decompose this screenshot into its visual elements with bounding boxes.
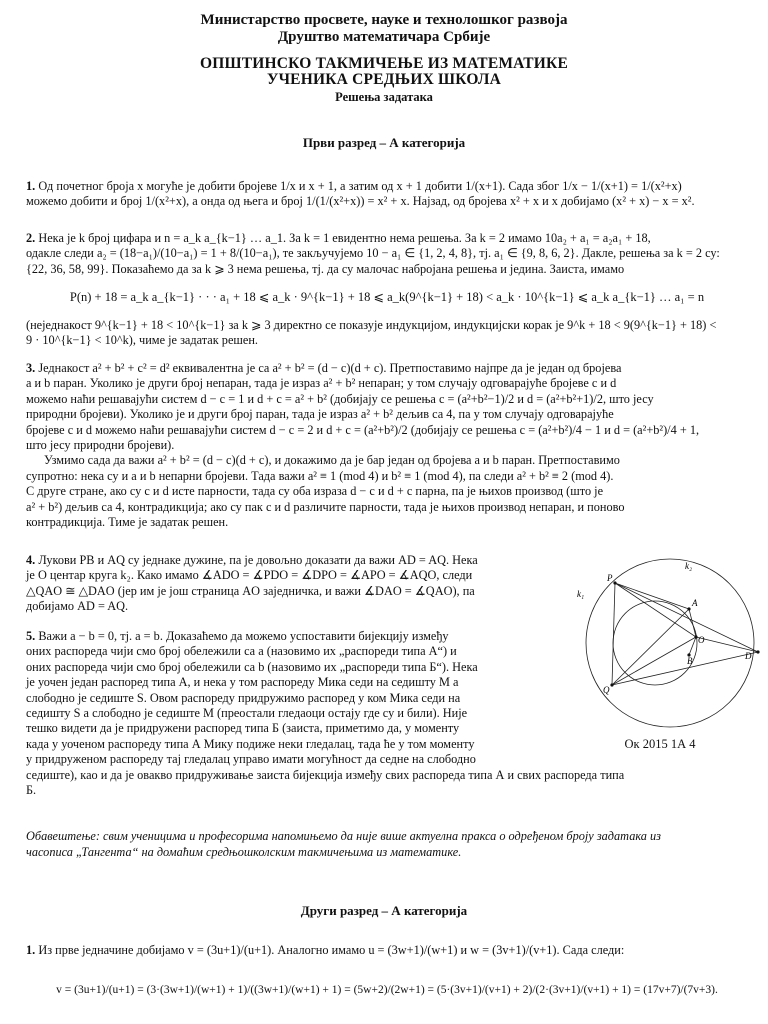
second-grade-formula: v = (3u+1)/(u+1) = (3·(3w+1)/(w+1) + 1)/((3w+1)/(w+1) + 1) = (5w+2)/(2w+1) = (5·(3v+1)/(v+1) + 2)/(2·(3v+1)/(v+1) + 1) = (17v+7)/(7v+3). [56,984,718,996]
text-line: слободно је седиште S. Овом распореду придружимо распоред у ком Мика седи на [26,690,461,705]
label-k1: k₁ [577,589,585,599]
segment-qa [612,609,689,685]
problem-5-continuation [26,768,748,799]
notice-line: часописа „Тангента“ на домаћим средњошколским такмичењима из математике. [26,845,462,859]
problem-2-continuation [26,318,748,349]
text-line: △QAO ≅ △DAO (јер им је још страница AO заједничка, и важи ∡DAO = ∡QAO), па [26,583,475,598]
problem-number: 2. [26,231,36,245]
text-line: Б. [26,783,37,798]
text-line: Нека је k број цифара и n = a_k a_{k−1} … a_1. За k = 1 евидентно нема решења. За k = 2 имамо 10a₂ + a₁ = a₂a₁ + 18, [38,231,651,245]
text-line: a² + b²) дељив са 4, контрадикција; ако су пак c и d различите парности, тада је њихов производ непаран, и поново [26,499,625,514]
society-heading: Друштво математичара Србије [277,29,491,45]
text-line: (неједнакост 9^{k−1} + 18 < 10^{k−1} за k ⩾ 3 директно се показује индукцијом, индукцијски корак је 9^k + 18 < 9(9^{k−1} + 18) < [26,318,717,332]
text-line: оних распореда чији смо број обележили са a (назовимо их „распореди типа А“) и [26,644,457,659]
problem-3-solution [26,361,748,530]
text-line: седиште), као и да је овакво придруживање заиста бијекција између свих распореда типа А и свих распореда типа [26,768,625,782]
notice [26,828,748,860]
segment-po [615,583,696,637]
geometry-figure [565,555,760,730]
problem-1-solution [26,179,748,210]
text-line: Од почетног броја x могуће је добити бројеве 1/x и x + 1, а затим од x + 1 добити 1/(x+1). Сада због 1/x − 1/(x+1) = 1/(x²+x) [38,179,682,193]
text-line: природни бројеви). Уколико је и други број паран, тада је израз a² + b² дељив са 4, па у том случају одговарајуће [26,407,614,422]
text-line: Лукови PB и AQ су једнаке дужине, па је довољно доказати да важи AD = AQ. Нека [38,553,478,567]
competition-title-line2: УЧЕНИКА СРЕДЊИХ ШКОЛА [267,71,501,88]
segment-qo [612,637,696,685]
point-a [687,607,690,610]
text-line: супротно: нека су и a и b непарни бројеви. Тада важи a² ≡ 1 (mod 4) и b² ≡ 1 (mod 4), па следи a² + b² ≡ 2 (mod 4). [26,468,614,483]
segment-qd [612,652,758,685]
figure-caption: Ок 2015 1А 4 [624,737,696,751]
notice-line: Обавештење: свим ученицима и професорима напомињемо да није више актуелна пракса о одређеном броју задатака из [26,829,661,843]
text-line: добијамо AD = AQ. [26,599,129,614]
label-p: P [607,573,613,583]
point-q [610,683,613,686]
text-line: тешко видети да је придружени распоред типа Б (заиста, приметимо да, у моменту [26,721,460,736]
point-p [613,581,616,584]
text-line: одакле следи a₂ = (18−a₁)/(10−a₁) = 1 + 8/(10−a₁), те закључујемо 10 − a₁ ∈ {1, 2, 4, 8}, тј. a₁ ∈ {9, 8, 6, 2}. Дакле, решења за k = 2 су: [26,246,720,261]
problem-number: 3. [26,361,36,375]
text-line: a и b паран. Уколико је други број непаран, тада је израз a² + b² непаран; у том случају одговарајуће бројеве c и d [26,376,617,391]
segment-ob [689,637,696,655]
problem-number: 4. [26,553,36,567]
segment-od [696,637,758,652]
text-line: оних распореда чији смо број обележили са b (назовимо их „распореди типа Б“). Нека [26,659,478,674]
text-line: контрадикција. Тиме је задатак решен. [26,515,229,530]
problem-5-solution [26,629,558,768]
problem-number: 1. [26,179,36,193]
problem-2-formula: P(n) + 18 = a_k a_{k−1} · · · a₁ + 18 ⩽ a_k · 9^{k−1} + 18 ⩽ a_k(9^{k−1} + 18) < a_k · 10^{k−1} ⩽ a_k a_{k−1} … a₁ = n [69,290,705,304]
label-o: O [698,635,705,645]
circle-k2 [586,559,754,727]
solutions-subtitle: Решења задатака [335,90,433,104]
problem-4-solution [26,553,558,615]
label-b: B [687,656,693,666]
text-line: С друге стране, ако су c и d исте парности, тада су оба израза d − c и d + c парна, па је њихов производ (што је [26,484,604,499]
segment-pd [615,583,758,652]
text-line: {22, 36, 58, 99}. Показаћемо да за k ⩾ 3 нема решења, тј. да су малочас набројана решења и једина. Заиста, имамо [26,261,625,276]
text-line: можемо наћи решавајући систем d − c = 1 и d + c = a² + b² (добијају се решења c = (a²+b²−1)/2 и d = (a²+b²+1)/2, што јесу [26,391,654,406]
segment-pa [615,583,689,609]
text-line: седишту S а слободно је седиште M (преостали гледаоци остају где су и били). Није [26,706,468,721]
text-line: Једнакост a² + b² + c² = d² еквивалентна је са a² + b² = (d − c)(d + c). Претпоставимо најпре да је један од бројева [38,361,622,375]
text-line: је уочен један распоред типа А, и нека у том распореду Мика седи на седишту M а [26,675,459,690]
text-line: је O центар круга k₂. Како имамо ∡ADO = ∡PDO = ∡DPO = ∡APO = ∡AQO, следи [26,568,473,583]
point-d [756,650,759,653]
label-q: Q [603,685,610,695]
text-line: Узмимо сада да важи a² + b² = (d − c)(d + c), и докажимо да је бар један од бројева a и b паран. Претпоставимо [44,453,620,468]
label-d: D [745,651,752,661]
section-title-first-grade: Први разред – А категорија [302,135,466,150]
text-line: Из прве једначине добијамо v = (3u+1)/(u+1). Аналогно имамо u = (3w+1)/(w+1) и w = (3v+1)/(v+1). Сада следи: [38,943,625,957]
ministry-heading: Министарство просвете, науке и технолошког развоја [200,12,568,28]
label-a: A [692,598,698,608]
section-title-second-grade: Други разред – А категорија [300,903,468,918]
text-line: што јесу природни бројеви). [26,438,175,453]
second-grade-problem-1 [26,943,748,958]
text-line: бројеве c и d можемо наћи решавајући систем d − c = 2 и d + c = (a²+b²)/2 (добијају се решења c = (a²+b²)/4 − 1 и d = (a²+b²)/4 + 1, [26,422,700,437]
problem-number: 5. [26,629,36,643]
segment-pq [612,583,615,685]
competition-title-line1: ОПШТИНСКО ТАКМИЧЕЊЕ ИЗ МАТЕМАТИКЕ [200,55,568,72]
text-line: Важи a − b = 0, тј. a = b. Доказаћемо да можемо успоставити бијекцију између [38,629,449,643]
text-line: у придруженом распореду тај гледалац управо имати могућност да седне на слободно [26,752,476,767]
label-k2: k₂ [685,561,693,571]
text-line: када у уоченом распореду типа А Мику подиже неки гледалац, тада ће у том моменту [26,736,475,751]
problem-2-solution [26,231,748,277]
text-line: 9 · 10^{k−1} < 10^k), чиме је задатак решен. [26,333,258,348]
text-line: можемо добити и број 1/(x²+x), а онда од њега и број 1/(1/(x²+x)) = x² + x. Најзад, од бројева x² + x и x добијамо (x² + x) − x = x². [26,194,695,209]
problem-number: 1. [26,943,36,957]
